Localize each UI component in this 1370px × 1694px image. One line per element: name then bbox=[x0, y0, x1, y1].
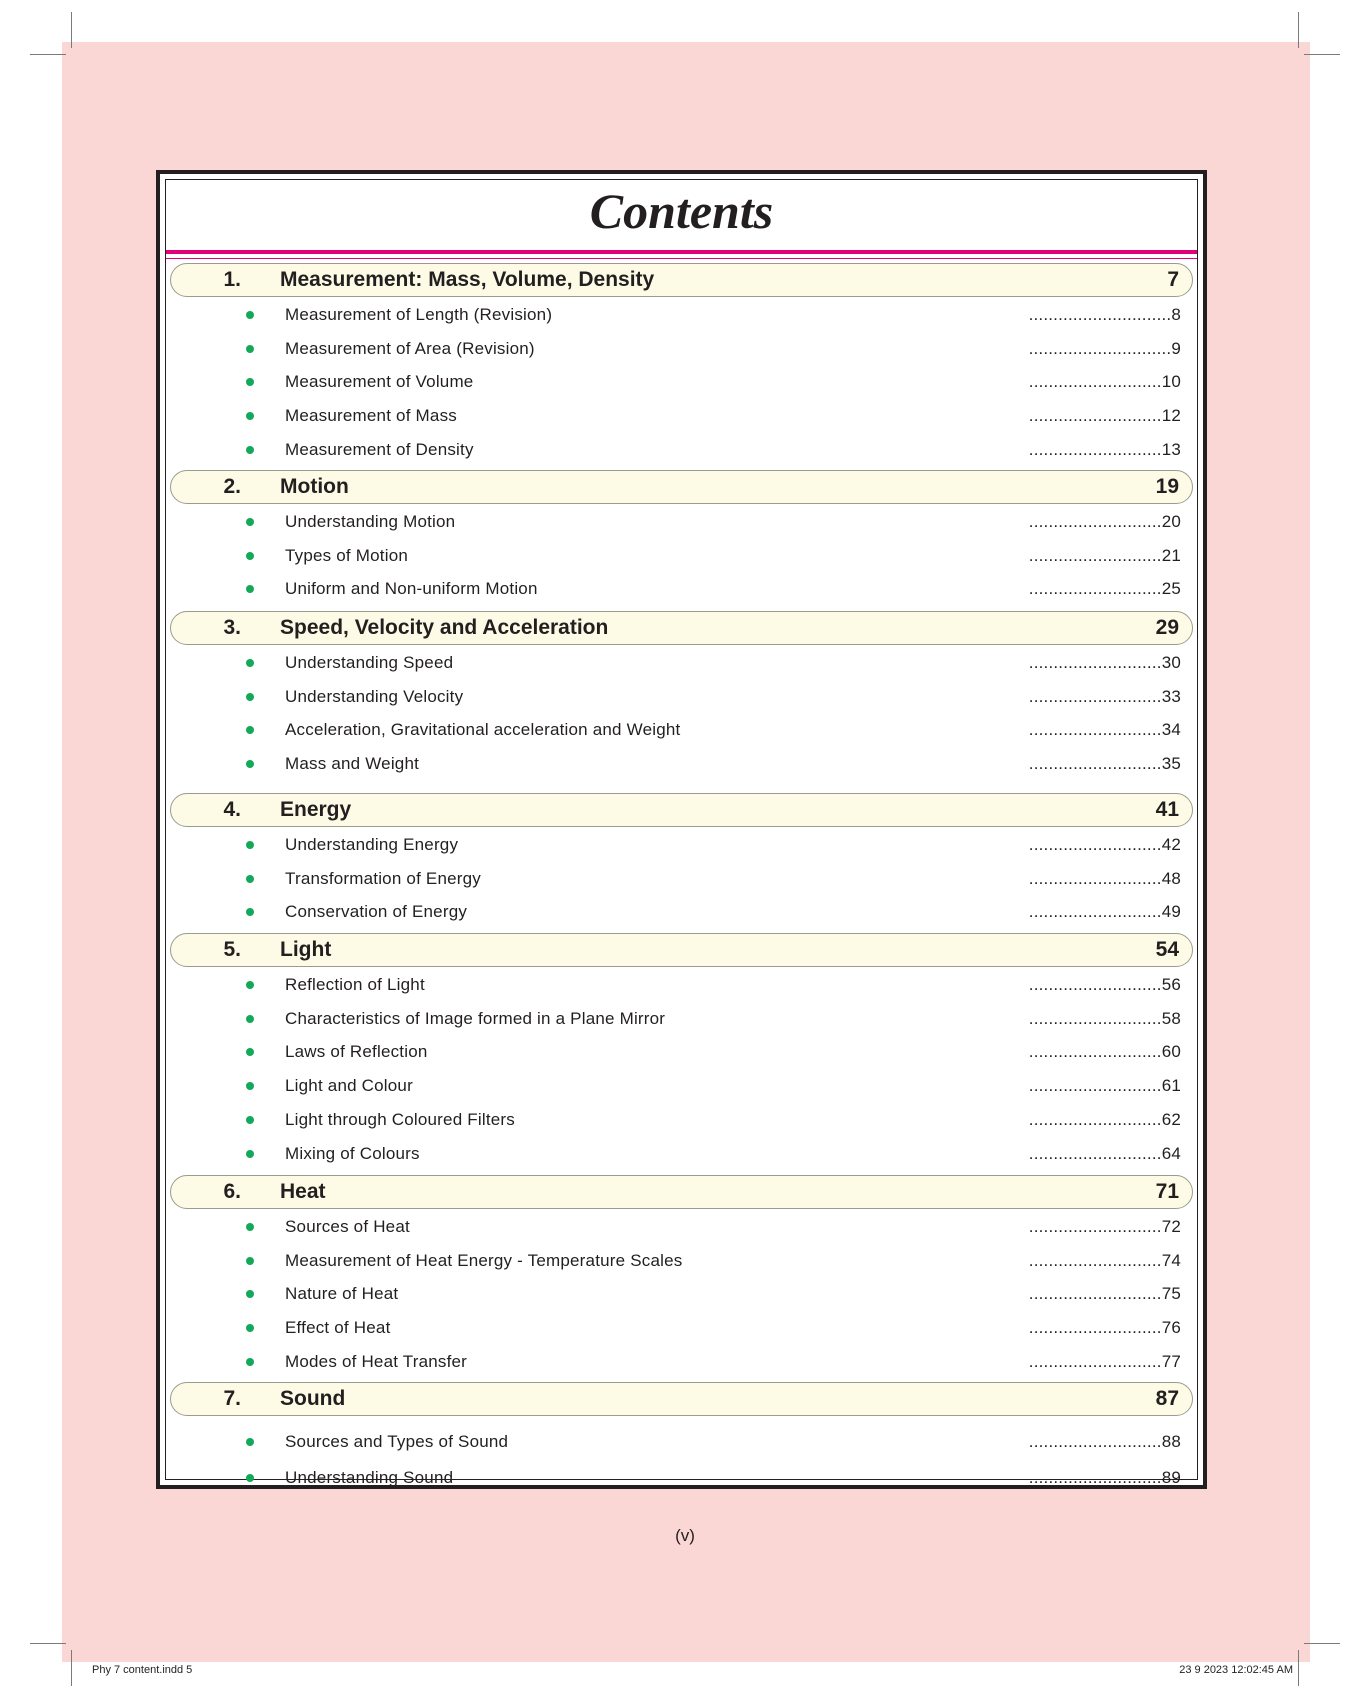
topic-row[interactable] bbox=[166, 751, 1197, 777]
topic-row[interactable] bbox=[166, 1107, 1197, 1133]
topic-page: .............................9 bbox=[1028, 338, 1181, 358]
topic-row[interactable] bbox=[166, 1073, 1197, 1099]
crop-mark bbox=[1304, 1643, 1340, 1644]
chapter-row[interactable] bbox=[170, 1175, 1193, 1209]
bullet-icon bbox=[246, 1257, 254, 1265]
topic-label: Light and Colour bbox=[285, 1076, 413, 1096]
page-title: Contents bbox=[589, 183, 774, 239]
crop-mark bbox=[1298, 12, 1299, 48]
bullet-icon bbox=[246, 446, 254, 454]
chapter-page: 87 bbox=[1155, 1387, 1179, 1410]
topic-page: ...........................72 bbox=[1028, 1217, 1181, 1236]
bullet-icon bbox=[246, 1015, 254, 1023]
topic-page: ...........................35 bbox=[1028, 754, 1181, 774]
topic-label: Mass and Weight bbox=[285, 754, 420, 774]
chapter-title: Sound bbox=[280, 1387, 346, 1410]
bullet-icon bbox=[246, 1438, 254, 1446]
topic-row[interactable] bbox=[166, 369, 1197, 395]
bullet-icon bbox=[246, 1082, 254, 1090]
topic-page: ...........................34 bbox=[1028, 720, 1181, 740]
topic-label: Characteristics of Image formed in a Plane Mirror bbox=[285, 1008, 666, 1028]
topic-label: Measurement of Area (Revision) bbox=[285, 338, 535, 358]
topic-label: Effect of Heat bbox=[285, 1318, 391, 1338]
topic-row[interactable] bbox=[166, 899, 1197, 925]
slug-left: Phy 7 content.indd 5 bbox=[92, 1664, 193, 1676]
topic-page: ...........................42 bbox=[1028, 835, 1181, 854]
title-rule-thin bbox=[166, 258, 1197, 259]
bullet-icon bbox=[246, 1324, 254, 1332]
topic-row[interactable] bbox=[166, 1039, 1197, 1065]
bullet-icon bbox=[246, 552, 254, 560]
topic-row[interactable] bbox=[166, 866, 1197, 892]
topic-label: Measurement of Mass bbox=[285, 406, 457, 426]
topic-row[interactable] bbox=[166, 972, 1197, 998]
topic-row[interactable] bbox=[166, 1315, 1197, 1341]
chapter-number: 5. bbox=[223, 938, 241, 961]
topic-label: Reflection of Light bbox=[285, 975, 425, 994]
crop-mark bbox=[1304, 54, 1340, 55]
chapter-title: Heat bbox=[280, 1180, 326, 1203]
bullet-icon bbox=[246, 1150, 254, 1158]
bullet-icon bbox=[246, 726, 254, 734]
topic-label: Understanding Sound bbox=[285, 1468, 454, 1487]
chapter-number: 4. bbox=[223, 798, 241, 821]
chapter-page: 7 bbox=[1167, 268, 1179, 291]
topic-page: ...........................56 bbox=[1028, 975, 1181, 994]
bullet-icon bbox=[246, 693, 254, 701]
topic-label: Laws of Reflection bbox=[285, 1042, 428, 1062]
bullet-icon bbox=[246, 1048, 254, 1056]
topic-page: ...........................75 bbox=[1028, 1284, 1181, 1304]
bullet-icon bbox=[246, 760, 254, 768]
bullet-icon bbox=[246, 345, 254, 353]
topic-page: ...........................89 bbox=[1028, 1468, 1181, 1487]
topic-page: ...........................33 bbox=[1028, 686, 1181, 706]
bullet-icon bbox=[246, 841, 254, 849]
chapter-page: 19 bbox=[1155, 475, 1179, 498]
chapter-row[interactable] bbox=[170, 933, 1193, 967]
topic-label: Uniform and Non-uniform Motion bbox=[285, 579, 538, 599]
crop-mark bbox=[30, 54, 66, 55]
topic-page: ...........................64 bbox=[1028, 1143, 1181, 1163]
topic-row[interactable] bbox=[166, 1281, 1197, 1307]
topic-page: ...........................13 bbox=[1028, 439, 1181, 459]
chapter-number: 7. bbox=[223, 1387, 241, 1410]
topic-label: Sources and Types of Sound bbox=[285, 1432, 509, 1451]
slug-right: 23 9 2023 12:02:45 AM bbox=[1179, 1664, 1293, 1676]
contents-inner-border bbox=[165, 179, 1198, 1487]
topic-page: ...........................88 bbox=[1028, 1432, 1181, 1451]
topic-row[interactable] bbox=[166, 1248, 1197, 1274]
bullet-icon bbox=[246, 378, 254, 386]
chapter-title: Measurement: Mass, Volume, Density bbox=[280, 268, 655, 291]
topic-page: ...........................21 bbox=[1028, 545, 1181, 565]
topic-page: .............................8 bbox=[1028, 305, 1181, 324]
topic-label: Understanding Speed bbox=[285, 653, 454, 672]
topic-label: Modes of Heat Transfer bbox=[285, 1351, 468, 1371]
chapter-page: 71 bbox=[1155, 1180, 1179, 1203]
bullet-icon bbox=[246, 1223, 254, 1231]
topic-label: Light through Coloured Filters bbox=[285, 1109, 515, 1129]
chapter-number: 6. bbox=[223, 1180, 241, 1203]
bullet-icon bbox=[246, 311, 254, 319]
topic-label: Understanding Energy bbox=[285, 835, 459, 854]
topic-label: Nature of Heat bbox=[285, 1284, 399, 1304]
topic-row[interactable] bbox=[166, 1214, 1197, 1240]
crop-mark bbox=[71, 1650, 72, 1686]
topic-label: Conservation of Energy bbox=[285, 902, 468, 922]
topic-row[interactable] bbox=[166, 336, 1197, 362]
topic-row[interactable] bbox=[166, 1006, 1197, 1032]
topic-page: ...........................10 bbox=[1028, 372, 1181, 392]
bullet-icon bbox=[246, 1474, 254, 1482]
chapter-row[interactable] bbox=[170, 611, 1193, 645]
topic-row[interactable] bbox=[166, 1141, 1197, 1167]
bullet-icon bbox=[246, 412, 254, 420]
bullet-icon bbox=[246, 518, 254, 526]
topic-page: ...........................48 bbox=[1028, 868, 1181, 888]
bullet-icon bbox=[246, 908, 254, 916]
crop-mark bbox=[71, 12, 72, 48]
topic-page: ...........................20 bbox=[1028, 512, 1181, 531]
bullet-icon bbox=[246, 1116, 254, 1124]
chapter-page: 41 bbox=[1155, 798, 1179, 821]
topic-row[interactable] bbox=[166, 1465, 1197, 1491]
chapter-title: Motion bbox=[280, 475, 349, 498]
bullet-icon bbox=[246, 1358, 254, 1366]
topic-page: ...........................60 bbox=[1028, 1042, 1181, 1062]
topic-label: Sources of Heat bbox=[285, 1217, 410, 1236]
topic-page: ...........................74 bbox=[1028, 1250, 1181, 1270]
topic-row[interactable] bbox=[166, 543, 1197, 569]
topic-row[interactable] bbox=[166, 509, 1197, 535]
chapter-row[interactable] bbox=[170, 793, 1193, 827]
topic-row[interactable] bbox=[166, 650, 1197, 676]
topic-row[interactable] bbox=[166, 684, 1197, 710]
topic-label: Acceleration, Gravitational acceleration and Weight bbox=[285, 720, 681, 740]
bullet-icon bbox=[246, 981, 254, 989]
contents-frame bbox=[156, 170, 1207, 1489]
bullet-icon bbox=[246, 585, 254, 593]
chapter-number: 1. bbox=[223, 268, 241, 291]
chapter-title: Energy bbox=[280, 798, 352, 821]
topic-page: ...........................58 bbox=[1028, 1008, 1181, 1028]
chapter-row[interactable] bbox=[170, 470, 1193, 504]
topic-page: ...........................62 bbox=[1028, 1109, 1181, 1129]
topic-row[interactable] bbox=[166, 437, 1197, 463]
topic-page: ...........................76 bbox=[1028, 1318, 1181, 1338]
crop-mark bbox=[30, 1643, 66, 1644]
topic-page: ...........................25 bbox=[1028, 579, 1181, 599]
chapter-page: 29 bbox=[1155, 616, 1179, 639]
topic-label: Understanding Motion bbox=[285, 512, 456, 531]
topic-row[interactable] bbox=[166, 403, 1197, 429]
chapter-page: 54 bbox=[1155, 938, 1179, 961]
topic-page: ...........................12 bbox=[1028, 406, 1181, 426]
bullet-icon bbox=[246, 875, 254, 883]
topic-label: Types of Motion bbox=[285, 545, 409, 565]
chapter-row[interactable] bbox=[170, 263, 1193, 297]
chapter-title: Light bbox=[280, 938, 332, 961]
topic-label: Measurement of Length (Revision) bbox=[285, 305, 553, 324]
chapter-number: 3. bbox=[223, 616, 241, 639]
chapter-title: Speed, Velocity and Acceleration bbox=[280, 616, 609, 639]
topic-page: ...........................61 bbox=[1028, 1076, 1181, 1096]
topic-label: Measurement of Heat Energy - Temperature Scales bbox=[285, 1250, 683, 1270]
topic-row[interactable] bbox=[166, 1349, 1197, 1375]
topic-label: Understanding Velocity bbox=[285, 686, 464, 706]
bullet-icon bbox=[246, 659, 254, 667]
topic-row[interactable] bbox=[166, 832, 1197, 858]
topic-label: Measurement of Volume bbox=[285, 372, 474, 392]
topic-page: ...........................49 bbox=[1028, 902, 1181, 922]
topic-page: ...........................77 bbox=[1028, 1351, 1181, 1371]
title-rule bbox=[166, 250, 1197, 254]
topic-label: Transformation of Energy bbox=[285, 868, 481, 888]
topic-row[interactable] bbox=[166, 717, 1197, 743]
topic-row[interactable] bbox=[166, 1429, 1197, 1455]
chapter-row[interactable] bbox=[170, 1382, 1193, 1416]
topic-page: ...........................30 bbox=[1028, 653, 1181, 672]
chapter-number: 2. bbox=[223, 475, 241, 498]
bullet-icon bbox=[246, 1290, 254, 1298]
crop-mark bbox=[1298, 1650, 1299, 1686]
page-folio: (v) bbox=[675, 1526, 695, 1545]
topic-label: Mixing of Colours bbox=[285, 1143, 420, 1163]
topic-label: Measurement of Density bbox=[285, 439, 474, 459]
topic-row[interactable] bbox=[166, 576, 1197, 602]
topic-row[interactable] bbox=[166, 302, 1197, 328]
